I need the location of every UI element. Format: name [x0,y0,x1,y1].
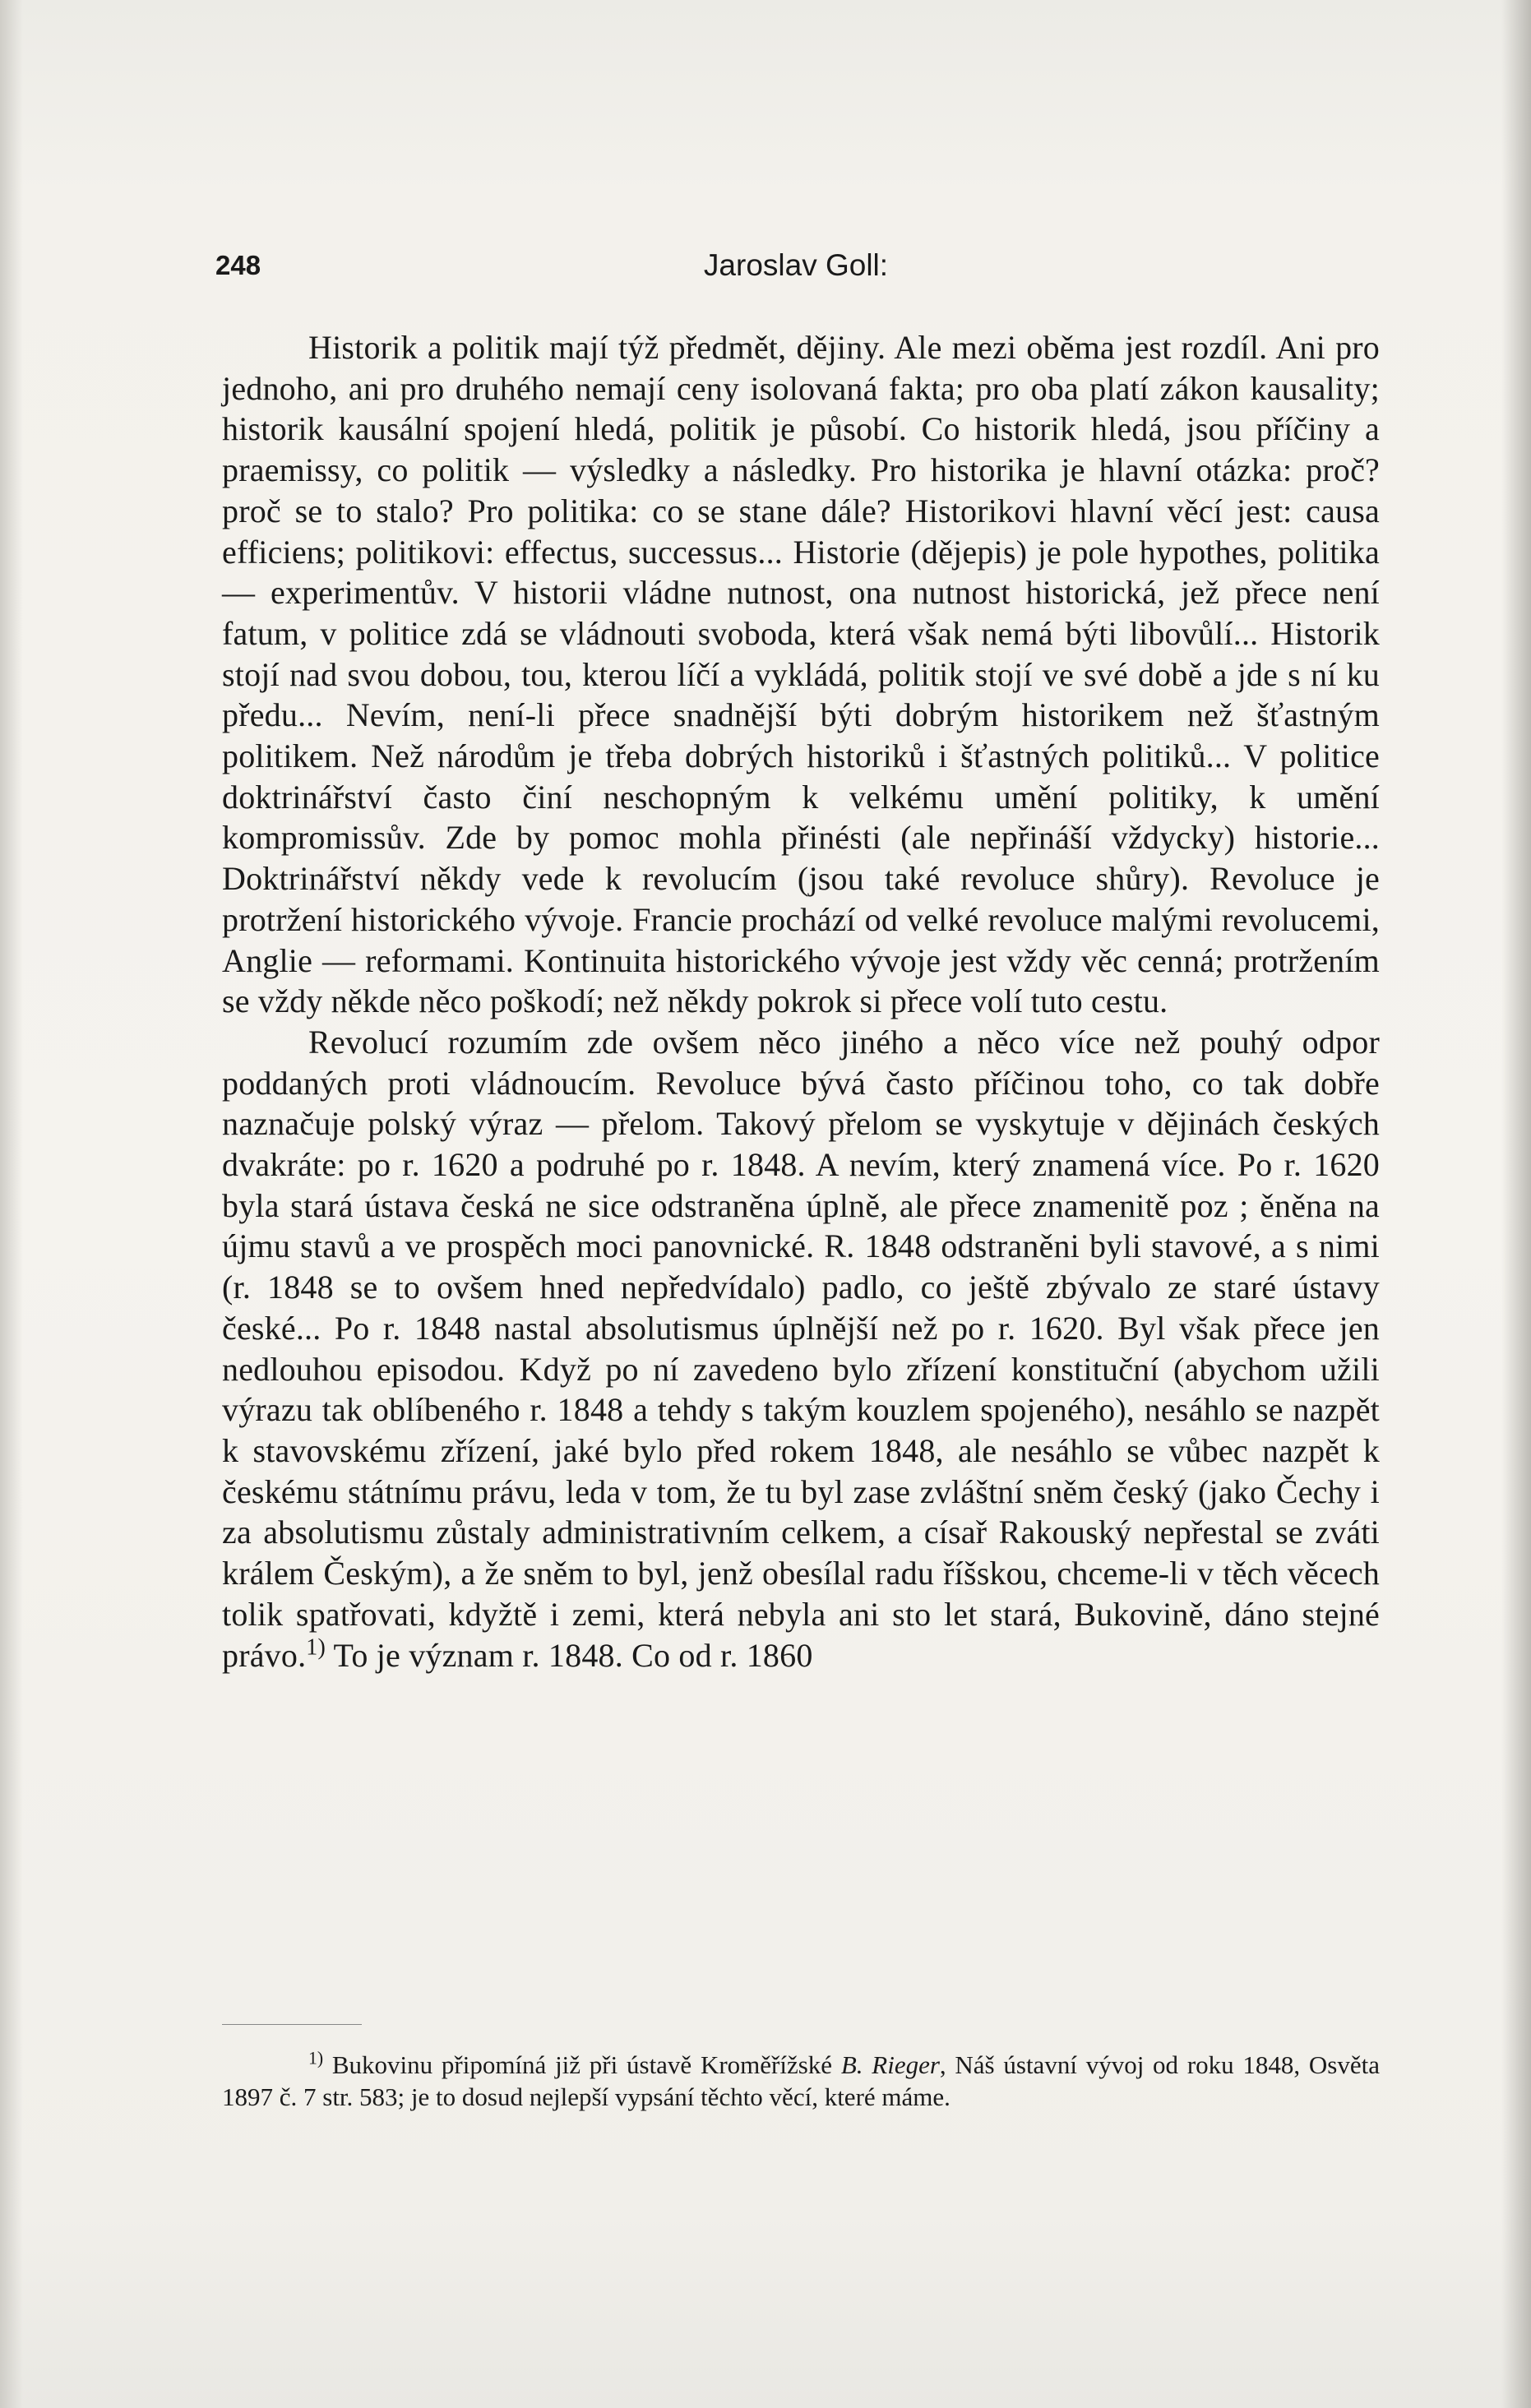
footnote-divider [222,2024,362,2025]
footnotes [222,2049,1380,2113]
paragraph-1-text: Historik a politik mají týž předmět, dějiny. Ale mezi oběma jest rozdíl. Ani pro jednoho, ani pro druhého nemají ceny isolovaná fakta; pro oba platí zákon kausality; historik kausální spojení hledá, politik je působí. Co historik hledá, jsou příčiny a praemissy, co politik — výsledky a následky. Pro historika je hlavní otázka: proč? proč se to stalo? Pro politika: co se stane dále? Historikovi hlavní věcí jest: causa efficiens; politikovi: effectus, successus... Historie (dějepis) je pole hypothes, politika — experimentův. V historii vládne nutnost, ona nutnost historická, jež přece není fatum, v politice zdá se vládnouti svoboda, která však nemá býti libovůlí... Historik stojí nad svou dobou, tou, kterou líčí a vykládá, politik stojí ve své době a jde s ní ku předu... Nevím, není-li přece snadnější býti dobrým historikem než šťastným politikem. Než národům je třeba dobrých historiků i šťastných politiků... V politice doktrinářství často činí neschopným k velkému umění politiky, k umění kompromissův. Zde by pomoc mohla přinésti (ale nepřináší vždycky) historie... Doktrinářství někdy vede k revolucím (jsou také revoluce shůry). Revoluce je protržení historického vývoje. Francie prochází od velké revoluce malými revolucemi, Anglie — reformami. Kontinuita historického vývoje jest vždy věc cenná; protržením se vždy někde něco poškodí; než někdy pokrok si přece volí tuto cestu. [222,329,1380,1020]
footnote-marker: 1) [308,2048,324,2068]
page-number: 248 [215,250,261,280]
footnote-reference: 1) [306,1634,326,1661]
footnote-text: Bukovinu připomíná již při ústavě Kroměřížské [323,2050,841,2079]
page-edge-shadow-right [1501,0,1531,2408]
running-title: Jaroslav Goll: [703,248,889,282]
footnote [222,2049,1380,2113]
paragraph [222,1022,1380,1675]
paragraph [222,327,1380,1022]
footnote-text-rest: , Náš ústavní vývoj od roku 1848, Osvěta 1897 č. 7 str. 583; je to dosud nejlepší vypsání těchto věcí, které máme. [222,2050,1380,2111]
running-head [215,245,1376,286]
paragraph-2-text: Revolucí rozumím zde ovšem něco jiného a něco více než pouhý odpor poddaných proti vládnoucím. Revoluce bývá často příčinou toho, co tak dobře naznačuje polský výraz — přelom. Takový přelom se vyskytuje v dějinách českých dvakráte: po r. 1620 a podruhé po r. 1848. A nevím, který znamená více. Po r. 1620 byla stará ústava česká ne sice odstraněna úplně, ale přece znamenitě poz ; ěněna na újmu stavů a ve prospěch moci panovnické. R. 1848 odstraněni byli stavové, a s nimi (r. 1848 se to ovšem hned nepředvídalo) padlo, co ještě zbývalo ze staré ústavy české... Po r. 1848 nastal absolutismus úplnější než po r. 1620. Byl však přece jen nedlouhou episodou. Když po ní zavedeno bylo zřízení konstituční (abychom užili výrazu tak oblíbeného r. 1848 a tehdy s takým kouzlem spojeného), nesáhlo se nazpět k stavovskému zřízení, jaké bylo před rokem 1848, ale nesáhlo se vůbec nazpět k českému státnímu právu, leda v tom, že tu byl zase zvláštní sněm český (jako Čechy i za absolutismu zůstaly administrativním celkem, a císař Rakouský nepřestal se zváti králem Českým), a že sněm to byl, jenž obesílal radu říšskou, chceme-li v těch věcech tolik spatřovati, kdyžtě i zemi, která nebyla ani sto let stará, Bukovině, dáno stejné právo. [222,1023,1380,1674]
paragraph-2-tail: To je význam r. 1848. Co od r. 1860 [326,1636,813,1674]
body-text [222,327,1380,1675]
page-edge-shadow-left [0,0,23,2408]
footnote-author: B. Rieger [840,2050,940,2079]
